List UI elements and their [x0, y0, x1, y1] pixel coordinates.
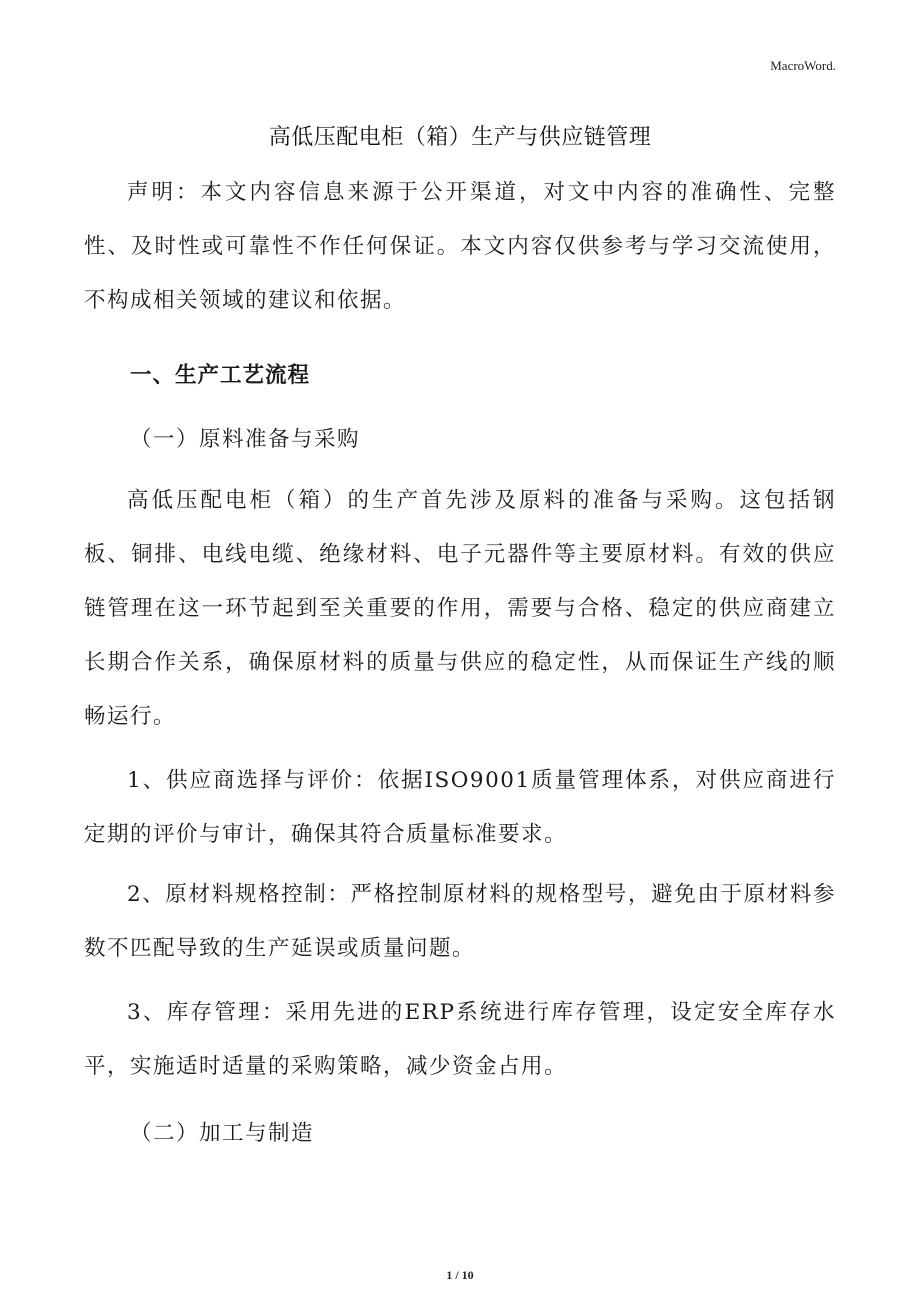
subsection-heading-raw-materials: （一）原料准备与采购 [130, 427, 361, 452]
disclaimer-paragraph: 声明：本文内容信息来源于公开渠道，对文中内容的准确性、完整性、及时性或可靠性不作任何保证。本文内容仅供参考与学习交流使用，不构成相关领域的建议和依据。 [84, 180, 836, 313]
list-item-inventory-management: 3、库存管理：采用先进的ERP系统进行库存管理，设定安全库存水平，实施适时适量的采购策略，减少资金占用。 [84, 1000, 836, 1079]
section-heading-production-process: 一、生产工艺流程 [130, 363, 311, 388]
page-number: 1 / 10 [446, 1268, 474, 1282]
raw-materials-intro-paragraph: 高低压配电柜（箱）的生产首先涉及原料的准备与采购。这包括钢板、铜排、电线电缆、绝缘材料、电子元器件等主要原材料。有效的供应链管理在这一环节起到至关重要的作用，需要与合格、稳定的供应商建立长期合作关系，确保原材料的质量与供应的稳定性，从而保证生产线的顺畅运行。 [84, 488, 836, 729]
subsection-heading-processing: （二）加工与制造 [130, 1121, 315, 1146]
list-item-supplier-selection: 1、供应商选择与评价：依据ISO9001质量管理体系，对供应商进行定期的评价与审计，确保其符合质量标准要求。 [84, 768, 836, 847]
document-title: 高低压配电柜（箱）生产与供应链管理 [268, 125, 652, 150]
header-brand: MacroWord. [770, 58, 836, 73]
list-item-spec-control: 2、原材料规格控制：严格控制原材料的规格型号，避免由于原材料参数不匹配导致的生产延误或质量问题。 [84, 882, 836, 961]
